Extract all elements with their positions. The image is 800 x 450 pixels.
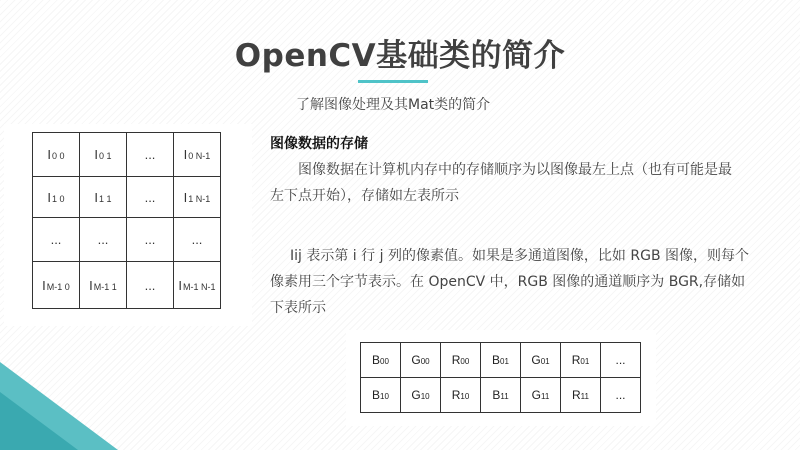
cell-symbol: I — [178, 277, 183, 293]
cell-subscript: 10 — [380, 392, 389, 401]
bgr-table-cell — [561, 378, 601, 413]
cell-symbol: R — [571, 353, 581, 367]
cell-subscript: M-1 N-1 — [183, 281, 216, 292]
cell-symbol: G — [531, 353, 541, 367]
cell-subscript: 0 N-1 — [188, 151, 211, 161]
cell-symbol: B — [372, 388, 381, 402]
cell-symbol: ... — [191, 232, 203, 247]
bgr-table-row — [361, 378, 641, 413]
cell-symbol: G — [411, 353, 421, 367]
cell-symbol: ... — [144, 232, 156, 247]
cell-symbol: ... — [97, 232, 109, 247]
bgr-storage-table — [360, 342, 641, 413]
pixel-matrix-panel — [4, 124, 252, 326]
bgr-table-cell — [601, 343, 641, 378]
cell-symbol: R — [451, 353, 461, 367]
corner-decoration-dark — [0, 392, 78, 450]
bgr-table-cell — [401, 378, 441, 413]
cell-symbol: ... — [50, 232, 62, 247]
matrix-table-cell — [127, 262, 174, 309]
matrix-table-row — [33, 177, 221, 218]
matrix-table-cell — [127, 133, 174, 177]
section-title: 图像数据的存储 — [270, 136, 368, 152]
cell-subscript: 11 — [500, 392, 509, 401]
cell-subscript: 10 — [420, 392, 430, 401]
cell-symbol: G — [411, 388, 421, 402]
matrix-table-cell — [127, 177, 174, 218]
matrix-table-cell — [33, 218, 80, 262]
cell-symbol: I — [183, 189, 188, 205]
slide-subtitle: 了解图像处理及其Mat类的简介 — [296, 97, 491, 113]
bgr-table-row — [361, 343, 641, 378]
cell-symbol: I — [94, 189, 99, 205]
cell-subscript: 11 — [580, 392, 589, 401]
bgr-table-cell — [481, 343, 521, 378]
pixel-matrix-table — [32, 132, 221, 309]
cell-symbol: G — [531, 388, 542, 402]
cell-subscript: 1 1 — [99, 193, 112, 204]
bgr-table-cell — [521, 343, 561, 378]
title-underline — [358, 80, 428, 83]
paragraph-storage-order: 图像数据在计算机内存中的存储顺序为以图像最左上点（也有可能是最左下点开始），存储如左表所示 — [270, 162, 732, 204]
matrix-table-cell — [33, 133, 80, 177]
bgr-table-cell — [441, 378, 481, 413]
cell-subscript: 10 — [460, 392, 470, 401]
cell-subscript: 00 — [380, 357, 389, 366]
matrix-table-cell — [174, 133, 221, 177]
cell-symbol: R — [572, 388, 581, 402]
cell-subscript: 1 N-1 — [188, 193, 211, 204]
bgr-table-cell — [361, 343, 401, 378]
bgr-table-cell — [521, 378, 561, 413]
slide-title: OpenCV基础类的简介 — [234, 38, 566, 74]
matrix-table-cell — [33, 262, 80, 309]
cell-subscript: 0 1 — [99, 151, 112, 161]
cell-symbol: I — [183, 147, 188, 162]
matrix-table-cell — [80, 218, 127, 262]
cell-subscript: 0 0 — [52, 151, 65, 161]
cell-symbol: ... — [144, 147, 156, 162]
cell-subscript: 01 — [500, 357, 509, 366]
bgr-table-cell — [361, 378, 401, 413]
bgr-table-cell — [481, 378, 521, 413]
paragraph-bgr-order: Iij 表示第 i 行 j 列的像素值。如果是多通道图像，比如 RGB 图像，则每个像素用三个字节表示。在 OpenCV 中，RGB 图像的通道顺序为 BGR,存储如下表所示 — [270, 248, 750, 316]
matrix-table-row — [33, 218, 221, 262]
cell-subscript: 1 0 — [52, 193, 65, 204]
cell-symbol: ... — [615, 353, 626, 367]
cell-symbol: ... — [615, 388, 626, 402]
matrix-table-cell — [80, 177, 127, 218]
matrix-table-row — [33, 262, 221, 309]
matrix-table-cell — [174, 218, 221, 262]
bgr-table-cell — [561, 343, 601, 378]
cell-symbol: I — [47, 147, 52, 162]
matrix-table-row — [33, 133, 221, 177]
cell-subscript: 01 — [540, 357, 550, 366]
cell-subscript: 00 — [460, 357, 470, 366]
cell-symbol: I — [42, 277, 46, 293]
cell-symbol: B — [492, 353, 501, 367]
cell-symbol: I — [94, 147, 99, 162]
matrix-table-cell — [174, 262, 221, 309]
cell-symbol: B — [492, 388, 501, 402]
matrix-table-cell — [80, 133, 127, 177]
cell-symbol: I — [47, 189, 52, 205]
cell-subscript: M-1 0 — [46, 281, 70, 292]
matrix-table-cell — [127, 218, 174, 262]
cell-symbol: ... — [144, 189, 156, 205]
matrix-table-cell — [80, 262, 127, 309]
cell-subscript: 11 — [541, 392, 550, 401]
cell-subscript: 00 — [420, 357, 430, 366]
matrix-table-cell — [174, 177, 221, 218]
bgr-table-cell — [401, 343, 441, 378]
cell-symbol: R — [451, 388, 461, 402]
matrix-table-cell — [33, 177, 80, 218]
cell-symbol: ... — [144, 277, 156, 293]
cell-subscript: M-1 1 — [93, 281, 117, 292]
cell-subscript: 01 — [580, 357, 590, 366]
bgr-table-panel — [346, 330, 656, 426]
cell-symbol: B — [372, 353, 381, 367]
bgr-table-cell — [441, 343, 481, 378]
bgr-table-cell — [601, 378, 641, 413]
cell-symbol: I — [89, 277, 93, 293]
